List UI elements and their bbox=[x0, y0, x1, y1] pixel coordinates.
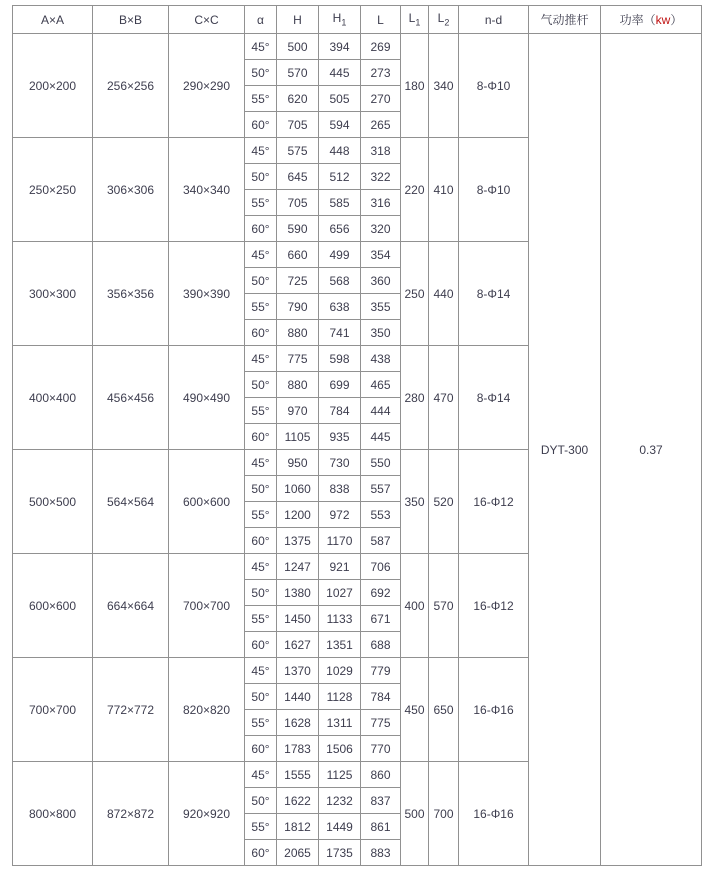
cell-L1: 350 bbox=[401, 450, 429, 554]
cell-nd: 16-Φ16 bbox=[459, 762, 529, 866]
column-header-8: $L_2$ bbox=[429, 6, 459, 34]
cell-nd: 8-Φ14 bbox=[459, 346, 529, 450]
cell-H1: 594 bbox=[319, 112, 361, 138]
cell-AxA: 700×700 bbox=[13, 658, 93, 762]
cell-angle: 60° bbox=[245, 424, 277, 450]
table-header bbox=[13, 6, 702, 34]
cell-H1: 499 bbox=[319, 242, 361, 268]
power-unit: kw bbox=[655, 13, 671, 27]
cell-angle: 50° bbox=[245, 268, 277, 294]
cell-H1: 921 bbox=[319, 554, 361, 580]
cell-CxC: 820×820 bbox=[169, 658, 245, 762]
cell-H: 1370 bbox=[277, 658, 319, 684]
cell-L: 671 bbox=[361, 606, 401, 632]
cell-H1: 730 bbox=[319, 450, 361, 476]
cell-angle: 45° bbox=[245, 242, 277, 268]
cell-L: 269 bbox=[361, 34, 401, 60]
cell-angle: 45° bbox=[245, 450, 277, 476]
cell-H1: 935 bbox=[319, 424, 361, 450]
cell-angle: 55° bbox=[245, 86, 277, 112]
cell-BxB: 772×772 bbox=[93, 658, 169, 762]
cell-H1: 448 bbox=[319, 138, 361, 164]
column-header-11: 功率（kw） bbox=[601, 6, 702, 34]
cell-L: 775 bbox=[361, 710, 401, 736]
cell-H1: 1027 bbox=[319, 580, 361, 606]
cell-H1: 585 bbox=[319, 190, 361, 216]
cell-BxB: 872×872 bbox=[93, 762, 169, 866]
cell-H1: 972 bbox=[319, 502, 361, 528]
cell-L: 550 bbox=[361, 450, 401, 476]
cell-L: 861 bbox=[361, 814, 401, 840]
cell-H1: 838 bbox=[319, 476, 361, 502]
cell-H: 1380 bbox=[277, 580, 319, 606]
cell-H: 1555 bbox=[277, 762, 319, 788]
cell-H: 620 bbox=[277, 86, 319, 112]
cell-CxC: 390×390 bbox=[169, 242, 245, 346]
cell-H: 1450 bbox=[277, 606, 319, 632]
cell-BxB: 256×256 bbox=[93, 34, 169, 138]
column-header-5: $H_1$ bbox=[319, 6, 361, 34]
cell-H1: 784 bbox=[319, 398, 361, 424]
cell-H: 570 bbox=[277, 60, 319, 86]
cell-L1: 180 bbox=[401, 34, 429, 138]
cell-L: 265 bbox=[361, 112, 401, 138]
cell-H1: 394 bbox=[319, 34, 361, 60]
cell-H: 1375 bbox=[277, 528, 319, 554]
cell-angle: 50° bbox=[245, 372, 277, 398]
cell-H: 1628 bbox=[277, 710, 319, 736]
cell-H1: 1735 bbox=[319, 840, 361, 866]
cell-L: 553 bbox=[361, 502, 401, 528]
cell-CxC: 920×920 bbox=[169, 762, 245, 866]
cell-nd: 16-Φ12 bbox=[459, 554, 529, 658]
cell-H1: 445 bbox=[319, 60, 361, 86]
cell-L2: 700 bbox=[429, 762, 459, 866]
cell-H1: 741 bbox=[319, 320, 361, 346]
cell-H: 950 bbox=[277, 450, 319, 476]
cell-L: 770 bbox=[361, 736, 401, 762]
cell-L: 445 bbox=[361, 424, 401, 450]
cell-H: 590 bbox=[277, 216, 319, 242]
cell-angle: 50° bbox=[245, 788, 277, 814]
cell-angle: 55° bbox=[245, 502, 277, 528]
column-header-0: A×A bbox=[13, 6, 93, 34]
cell-L1: 220 bbox=[401, 138, 429, 242]
cell-L: 557 bbox=[361, 476, 401, 502]
table-body bbox=[13, 34, 702, 866]
cell-L1: 400 bbox=[401, 554, 429, 658]
cell-AxA: 400×400 bbox=[13, 346, 93, 450]
cell-angle: 60° bbox=[245, 216, 277, 242]
cell-H1: 1029 bbox=[319, 658, 361, 684]
column-header-7: $L_1$ bbox=[401, 6, 429, 34]
cell-L2: 570 bbox=[429, 554, 459, 658]
cell-L1: 250 bbox=[401, 242, 429, 346]
cell-H1: 598 bbox=[319, 346, 361, 372]
cell-power: 0.37 bbox=[601, 34, 702, 866]
cell-L: 860 bbox=[361, 762, 401, 788]
cell-CxC: 600×600 bbox=[169, 450, 245, 554]
cell-H: 880 bbox=[277, 320, 319, 346]
cell-H: 500 bbox=[277, 34, 319, 60]
cell-angle: 50° bbox=[245, 684, 277, 710]
cell-AxA: 500×500 bbox=[13, 450, 93, 554]
column-header-4: H bbox=[277, 6, 319, 34]
cell-L: 350 bbox=[361, 320, 401, 346]
cell-AxA: 250×250 bbox=[13, 138, 93, 242]
cell-L: 316 bbox=[361, 190, 401, 216]
cell-AxA: 200×200 bbox=[13, 34, 93, 138]
cell-L: 360 bbox=[361, 268, 401, 294]
cell-angle: 55° bbox=[245, 190, 277, 216]
cell-CxC: 490×490 bbox=[169, 346, 245, 450]
cell-H1: 1449 bbox=[319, 814, 361, 840]
column-header-6: L bbox=[361, 6, 401, 34]
cell-L: 273 bbox=[361, 60, 401, 86]
cell-H1: 1128 bbox=[319, 684, 361, 710]
cell-angle: 45° bbox=[245, 554, 277, 580]
table-row bbox=[13, 34, 702, 60]
cell-H1: 699 bbox=[319, 372, 361, 398]
cell-L: 784 bbox=[361, 684, 401, 710]
cell-L: 270 bbox=[361, 86, 401, 112]
cell-H1: 505 bbox=[319, 86, 361, 112]
cell-H1: 512 bbox=[319, 164, 361, 190]
cell-H: 1622 bbox=[277, 788, 319, 814]
cell-angle: 50° bbox=[245, 164, 277, 190]
cell-angle: 55° bbox=[245, 398, 277, 424]
column-header-9: n-d bbox=[459, 6, 529, 34]
spec-table bbox=[12, 5, 702, 866]
cell-L2: 340 bbox=[429, 34, 459, 138]
cell-H: 705 bbox=[277, 112, 319, 138]
cell-angle: 45° bbox=[245, 34, 277, 60]
cell-angle: 55° bbox=[245, 606, 277, 632]
cell-L: 779 bbox=[361, 658, 401, 684]
cell-angle: 55° bbox=[245, 294, 277, 320]
cell-H: 1783 bbox=[277, 736, 319, 762]
cell-H1: 656 bbox=[319, 216, 361, 242]
cell-H: 725 bbox=[277, 268, 319, 294]
cell-angle: 60° bbox=[245, 736, 277, 762]
cell-H: 1812 bbox=[277, 814, 319, 840]
cell-angle: 60° bbox=[245, 320, 277, 346]
cell-angle: 50° bbox=[245, 580, 277, 606]
cell-BxB: 664×664 bbox=[93, 554, 169, 658]
cell-H1: 1170 bbox=[319, 528, 361, 554]
cell-nd: 8-Φ14 bbox=[459, 242, 529, 346]
cell-H: 1627 bbox=[277, 632, 319, 658]
cell-angle: 60° bbox=[245, 632, 277, 658]
cell-L: 837 bbox=[361, 788, 401, 814]
cell-H: 1440 bbox=[277, 684, 319, 710]
cell-H: 660 bbox=[277, 242, 319, 268]
cell-AxA: 800×800 bbox=[13, 762, 93, 866]
cell-H: 1247 bbox=[277, 554, 319, 580]
cell-angle: 45° bbox=[245, 658, 277, 684]
cell-BxB: 456×456 bbox=[93, 346, 169, 450]
cell-angle: 55° bbox=[245, 710, 277, 736]
cell-H: 705 bbox=[277, 190, 319, 216]
cell-BxB: 356×356 bbox=[93, 242, 169, 346]
cell-actuator: DYT-300 bbox=[529, 34, 601, 866]
cell-H: 1105 bbox=[277, 424, 319, 450]
cell-L: 688 bbox=[361, 632, 401, 658]
cell-CxC: 290×290 bbox=[169, 34, 245, 138]
cell-L2: 470 bbox=[429, 346, 459, 450]
cell-L: 354 bbox=[361, 242, 401, 268]
cell-L: 444 bbox=[361, 398, 401, 424]
cell-H: 790 bbox=[277, 294, 319, 320]
cell-H1: 1133 bbox=[319, 606, 361, 632]
cell-H1: 638 bbox=[319, 294, 361, 320]
cell-L: 322 bbox=[361, 164, 401, 190]
cell-H: 880 bbox=[277, 372, 319, 398]
cell-angle: 60° bbox=[245, 112, 277, 138]
cell-H: 645 bbox=[277, 164, 319, 190]
cell-H: 575 bbox=[277, 138, 319, 164]
cell-L2: 410 bbox=[429, 138, 459, 242]
cell-H: 2065 bbox=[277, 840, 319, 866]
cell-angle: 45° bbox=[245, 762, 277, 788]
cell-L: 318 bbox=[361, 138, 401, 164]
cell-H: 970 bbox=[277, 398, 319, 424]
column-header-2: C×C bbox=[169, 6, 245, 34]
cell-L1: 280 bbox=[401, 346, 429, 450]
cell-L: 587 bbox=[361, 528, 401, 554]
cell-H: 1200 bbox=[277, 502, 319, 528]
cell-L: 355 bbox=[361, 294, 401, 320]
cell-L: 692 bbox=[361, 580, 401, 606]
cell-angle: 55° bbox=[245, 814, 277, 840]
cell-L: 320 bbox=[361, 216, 401, 242]
cell-nd: 16-Φ12 bbox=[459, 450, 529, 554]
cell-L2: 520 bbox=[429, 450, 459, 554]
cell-L2: 440 bbox=[429, 242, 459, 346]
cell-H: 1060 bbox=[277, 476, 319, 502]
cell-angle: 60° bbox=[245, 528, 277, 554]
cell-angle: 50° bbox=[245, 476, 277, 502]
cell-L: 706 bbox=[361, 554, 401, 580]
cell-L: 465 bbox=[361, 372, 401, 398]
cell-AxA: 300×300 bbox=[13, 242, 93, 346]
cell-nd: 16-Φ16 bbox=[459, 658, 529, 762]
cell-H1: 1311 bbox=[319, 710, 361, 736]
column-header-10: 气动推杆 bbox=[529, 6, 601, 34]
cell-L: 438 bbox=[361, 346, 401, 372]
cell-angle: 50° bbox=[245, 60, 277, 86]
cell-H1: 1125 bbox=[319, 762, 361, 788]
cell-CxC: 700×700 bbox=[169, 554, 245, 658]
cell-L2: 650 bbox=[429, 658, 459, 762]
cell-H1: 1351 bbox=[319, 632, 361, 658]
cell-H: 775 bbox=[277, 346, 319, 372]
cell-angle: 60° bbox=[245, 840, 277, 866]
cell-angle: 45° bbox=[245, 138, 277, 164]
cell-nd: 8-Φ10 bbox=[459, 34, 529, 138]
cell-H1: 568 bbox=[319, 268, 361, 294]
cell-H1: 1506 bbox=[319, 736, 361, 762]
header-row bbox=[13, 6, 702, 34]
cell-L: 883 bbox=[361, 840, 401, 866]
cell-angle: 45° bbox=[245, 346, 277, 372]
cell-nd: 8-Φ10 bbox=[459, 138, 529, 242]
cell-H1: 1232 bbox=[319, 788, 361, 814]
cell-AxA: 600×600 bbox=[13, 554, 93, 658]
column-header-3: α bbox=[245, 6, 277, 34]
cell-L1: 450 bbox=[401, 658, 429, 762]
cell-CxC: 340×340 bbox=[169, 138, 245, 242]
cell-BxB: 306×306 bbox=[93, 138, 169, 242]
column-header-1: B×B bbox=[93, 6, 169, 34]
cell-BxB: 564×564 bbox=[93, 450, 169, 554]
cell-L1: 500 bbox=[401, 762, 429, 866]
